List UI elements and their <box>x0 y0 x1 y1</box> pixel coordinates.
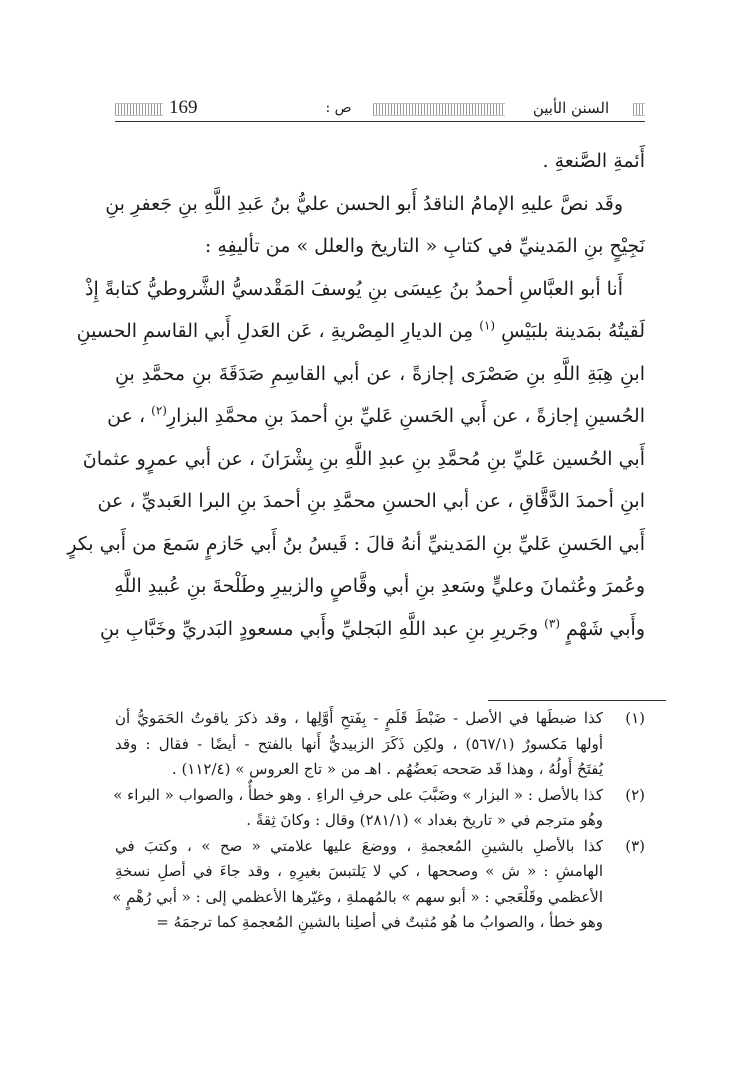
text-line <box>107 395 645 438</box>
footnote <box>115 706 645 783</box>
page-label: ص : <box>325 100 352 116</box>
text-line: ابنِ هِبَةِ اللَّهِ بنِ صَصْرَى إجازةً ، عن أبي القاسِمِ صَدَقَةَ بنِ محمَّدِ بنِ <box>115 362 645 385</box>
text-segment: لَقيتُهُ بمَدينة بلبَيْسِ <box>501 320 645 342</box>
footnote-number: (١) <box>625 709 645 727</box>
main-text <box>67 140 645 650</box>
text-line <box>76 310 645 353</box>
footnote <box>115 783 645 834</box>
text-line: ابنِ أحمدَ الدَّقَّاقِ ، عن أبي الحسنِ محمَّدِ بنِ أحمدَ بنِ البرا العَبديِّ ، عن <box>97 490 645 512</box>
footnote-ref[interactable]: (٢) <box>151 403 167 418</box>
header-ornament-left <box>115 103 163 116</box>
page-number: 169 <box>169 97 198 118</box>
text-segment: وجَريرِ بنِ عبد اللَّهِ البَجليِّ وأَبي مسعودٍ البَدريِّ وخَبَّابِ بنِ <box>100 617 539 640</box>
footnote-ref[interactable]: (١) <box>479 318 496 333</box>
text-line: أَئمةِ الصَّنعةِ . <box>542 150 645 172</box>
running-header <box>115 98 645 118</box>
text-line: أَنا أبو العبَّاسِ أحمدُ بنُ عِيسَى بنِ يُوسفَ المَقْدسيُّ الشَّروطيُّ كتابةً إِذْ <box>85 277 623 300</box>
text-line <box>100 608 645 651</box>
text-segment: ، عن <box>107 405 146 427</box>
text-line: أَبي الحُسين عَليِّ بنِ مُحمَّدِ بنِ عبدِ اللَّهِ بنِ بِشْرَانَ ، عن أبي عمرٍو عثمانَ <box>82 447 645 470</box>
footnote-line: أولها مَكسورٌ (٥٦٧/١) ، ولكِن ذَكَرَ الزبيديُّ أَنها بالفتح - أيضًا - فقال : وقد <box>115 734 604 753</box>
footnote-line: الأعظمي وقَلْعَجي : « أبو سهم » بالمُهملةِ ، وغيّرها الأعظمي إلى : « أبي رُهْمٍ » <box>112 887 603 906</box>
footnote-line: يُفتَحُ أَولُهُ ، وهذا قَد صَححه بَعضُهُم . اهـ من « تاج العروس » (١١٢/٤) . <box>171 760 603 778</box>
footnote-line: وهو خطأ ، والصوابُ ما هُو مُثبتٌ في أصلِنا بالشينِ المُعجمةِ كما ترجمَهُ = <box>156 913 603 931</box>
footnote-line: وهُو مترجم في « تاريخ بغداد » (٢٨١/١) وقال : وكانَ ثِقةً . <box>246 811 603 829</box>
text-segment: الحُسينِ إجازةً ، عن أَبي الحَسنِ عَليِّ بنِ أحمدَ بنِ محمَّدِ البزارِ <box>166 405 645 427</box>
text-line: وعُمرَ وعُثمانَ وعليٍّ وسَعدِ بنِ أبي وقَّاصٍ والزبيرِ وطَلْحةَ بنِ عُبيدِ اللَّهِ <box>114 575 645 597</box>
footnotes <box>112 706 645 936</box>
footnote-separator <box>488 700 666 701</box>
footnote-line: كذا بالأصلِ بالشينِ المُعجمةِ ، ووضعَ عليها علامتي « صح » ، وكتبَ في <box>115 836 603 855</box>
text-line: أَبي الحَسنِ عَليِّ بنِ المَدينيِّ أنهُ قالَ : قَيسُ بنُ أَبي حَازمٍ سَمعَ من أَبي بكرٍ <box>67 532 645 555</box>
footnote-line: الهامشِ : « ش » وصححها ، كي لا يَلتبسَ بغيرِهِ ، وقد جاءَ في أصلِ نسخةِ <box>115 862 603 880</box>
header-ornament-middle <box>373 103 505 116</box>
footnote-number: (٢) <box>625 785 645 804</box>
text-segment: وأَبي شَهْمٍ <box>566 617 645 640</box>
text-segment: مِن الديارِ المِصْريةِ ، عَن العَدلِ أَبي القاسمِ الحسينِ <box>76 320 474 342</box>
header-rule <box>115 121 645 122</box>
footnote-ref[interactable]: (٣) <box>544 616 560 631</box>
footnote-number: (٣) <box>625 836 645 855</box>
footnote <box>112 834 645 936</box>
header-ornament-right <box>633 103 645 116</box>
book-title: السنن الأبين <box>532 99 610 117</box>
footnote-line: كذا بالأصل : « البزار » وضَبَّبَ على حرفِ الراءِ . وهو خطأٌ ، والصواب « البراء » <box>113 785 603 804</box>
footnote-line: كذا ضبطَها في الأصل - ضَبْطَ قَلَمٍ - بِفَتحِ أَوَّلِها ، وقد ذكرَ ياقوتُ الحَمَويُّ أن <box>115 709 603 727</box>
text-line: نَجِيْحٍ بنِ المَدينيِّ في كتابِ « التاريخ والعلل » من تأليفِهِ : <box>204 235 645 257</box>
text-line: وقَد نصَّ عليهِ الإمامُ الناقدُ أَبو الحسن عليُّ بنُ عَبدِ اللَّهِ بنِ جَعفرِ بنِ <box>105 192 623 215</box>
